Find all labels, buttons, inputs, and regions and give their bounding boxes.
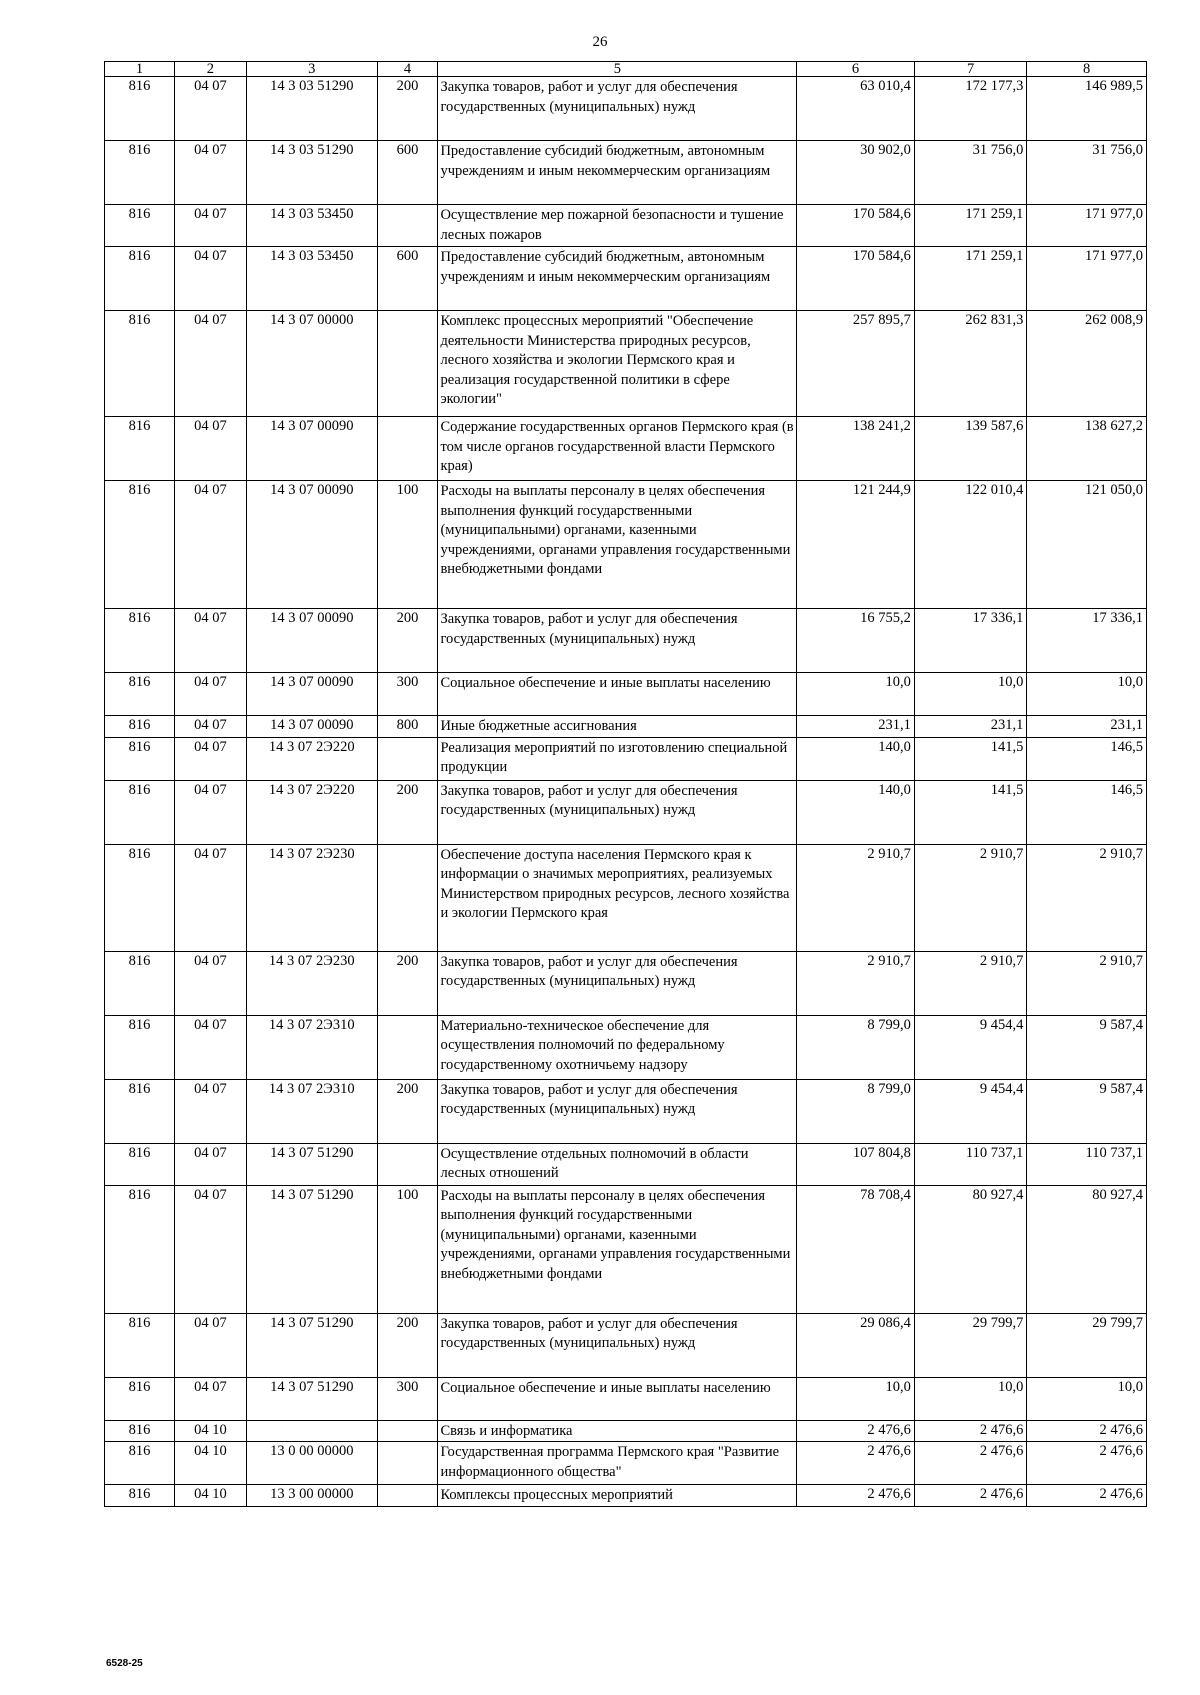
table-row [105, 481, 1147, 609]
target-article-cell: 14 3 03 53450 [246, 247, 377, 311]
amount-year2-cell: 171 259,1 [914, 247, 1027, 311]
amount-year2-cell: 10,0 [914, 1377, 1027, 1420]
expense-type-cell: 600 [377, 141, 438, 205]
table-row [105, 247, 1147, 311]
amount-year3-cell: 2 910,7 [1027, 951, 1147, 1015]
section-code-cell: 04 07 [174, 951, 246, 1015]
ministry-code-cell: 816 [105, 716, 175, 738]
ministry-code-cell: 816 [105, 77, 175, 141]
target-article-cell: 14 3 07 2Э310 [246, 1079, 377, 1143]
section-code-cell: 04 07 [174, 481, 246, 609]
amount-year1-cell: 170 584,6 [797, 247, 915, 311]
column-header: 3 [246, 62, 377, 77]
section-code-cell: 04 07 [174, 1185, 246, 1313]
section-code-cell: 04 10 [174, 1420, 246, 1442]
description-cell: Реализация мероприятий по изготовлению специальной продукции [438, 737, 797, 780]
table-row [105, 844, 1147, 951]
table-row [105, 951, 1147, 1015]
expense-type-cell: 600 [377, 247, 438, 311]
expense-type-cell [377, 737, 438, 780]
description-cell: Обеспечение доступа населения Пермского края к информации о значимых мероприятиях, реализуемых Министерством природных ресурсов, лесного хозяйства и экологии Пермского края [438, 844, 797, 951]
amount-year2-cell: 262 831,3 [914, 311, 1027, 417]
amount-year2-cell: 141,5 [914, 737, 1027, 780]
ministry-code-cell: 816 [105, 1485, 175, 1507]
ministry-code-cell: 816 [105, 951, 175, 1015]
section-code-cell: 04 07 [174, 417, 246, 481]
table-row [105, 609, 1147, 673]
description-cell: Предоставление субсидий бюджетным, автономным учреждениям и иным некоммерческим организациям [438, 141, 797, 205]
expense-type-cell [377, 417, 438, 481]
expense-type-cell: 200 [377, 951, 438, 1015]
ministry-code-cell: 816 [105, 1185, 175, 1313]
amount-year3-cell: 121 050,0 [1027, 481, 1147, 609]
description-cell: Комплекс процессных мероприятий "Обеспечение деятельности Министерства природных ресурсов, лесного хозяйства и экологии Пермского края и реализация государственной политики в сфере экологии" [438, 311, 797, 417]
expense-type-cell [377, 1015, 438, 1079]
target-article-cell: 14 3 07 51290 [246, 1143, 377, 1185]
description-cell: Связь и информатика [438, 1420, 797, 1442]
amount-year1-cell: 140,0 [797, 780, 915, 844]
amount-year3-cell: 146 989,5 [1027, 77, 1147, 141]
amount-year1-cell: 78 708,4 [797, 1185, 915, 1313]
amount-year1-cell: 121 244,9 [797, 481, 915, 609]
section-code-cell: 04 07 [174, 1313, 246, 1377]
ministry-code-cell: 816 [105, 1015, 175, 1079]
amount-year1-cell: 8 799,0 [797, 1015, 915, 1079]
column-header: 4 [377, 62, 438, 77]
target-article-cell: 14 3 07 00090 [246, 673, 377, 716]
description-cell: Социальное обеспечение и иные выплаты населению [438, 1377, 797, 1420]
section-code-cell: 04 07 [174, 609, 246, 673]
amount-year3-cell: 171 977,0 [1027, 205, 1147, 247]
description-cell: Закупка товаров, работ и услуг для обеспечения государственных (муниципальных) нужд [438, 1079, 797, 1143]
target-article-cell: 14 3 07 2Э230 [246, 951, 377, 1015]
amount-year2-cell: 141,5 [914, 780, 1027, 844]
table-row [105, 1079, 1147, 1143]
target-article-cell: 14 3 07 00090 [246, 716, 377, 738]
amount-year1-cell: 107 804,8 [797, 1143, 915, 1185]
column-header: 8 [1027, 62, 1147, 77]
section-code-cell: 04 07 [174, 780, 246, 844]
amount-year3-cell: 10,0 [1027, 1377, 1147, 1420]
amount-year2-cell: 31 756,0 [914, 141, 1027, 205]
section-code-cell: 04 07 [174, 1143, 246, 1185]
amount-year1-cell: 2 476,6 [797, 1442, 915, 1485]
section-code-cell: 04 07 [174, 673, 246, 716]
expense-type-cell: 200 [377, 609, 438, 673]
amount-year2-cell: 2 476,6 [914, 1420, 1027, 1442]
expense-type-cell [377, 844, 438, 951]
amount-year1-cell: 140,0 [797, 737, 915, 780]
amount-year3-cell: 80 927,4 [1027, 1185, 1147, 1313]
description-cell: Закупка товаров, работ и услуг для обеспечения государственных (муниципальных) нужд [438, 951, 797, 1015]
description-cell: Содержание государственных органов Пермского края (в том числе органов государственной власти Пермского края) [438, 417, 797, 481]
amount-year3-cell: 2 910,7 [1027, 844, 1147, 951]
document-code: 6528-25 [106, 1658, 143, 1669]
target-article-cell: 14 3 07 51290 [246, 1377, 377, 1420]
target-article-cell: 14 3 07 00090 [246, 481, 377, 609]
target-article-cell: 14 3 03 51290 [246, 141, 377, 205]
amount-year2-cell: 29 799,7 [914, 1313, 1027, 1377]
amount-year1-cell: 2 910,7 [797, 951, 915, 1015]
column-header: 7 [914, 62, 1027, 77]
expense-type-cell [377, 1485, 438, 1507]
description-cell: Предоставление субсидий бюджетным, автономным учреждениям и иным некоммерческим организациям [438, 247, 797, 311]
ministry-code-cell: 816 [105, 481, 175, 609]
amount-year2-cell: 2 476,6 [914, 1442, 1027, 1485]
expense-type-cell: 100 [377, 481, 438, 609]
table-row [105, 673, 1147, 716]
amount-year3-cell: 2 476,6 [1027, 1442, 1147, 1485]
amount-year1-cell: 16 755,2 [797, 609, 915, 673]
target-article-cell: 14 3 07 00090 [246, 609, 377, 673]
description-cell: Расходы на выплаты персоналу в целях обеспечения выполнения функций государственными (муниципальными) органами, казенными учреждениями, органами управления государственными внебюджетными фондами [438, 1185, 797, 1313]
expense-type-cell: 200 [377, 77, 438, 141]
description-cell: Социальное обеспечение и иные выплаты населению [438, 673, 797, 716]
budget-table [104, 61, 1147, 1507]
section-code-cell: 04 07 [174, 247, 246, 311]
table-row [105, 1377, 1147, 1420]
amount-year2-cell: 122 010,4 [914, 481, 1027, 609]
table-row [105, 1143, 1147, 1185]
section-code-cell: 04 07 [174, 141, 246, 205]
section-code-cell: 04 07 [174, 205, 246, 247]
amount-year1-cell: 63 010,4 [797, 77, 915, 141]
expense-type-cell [377, 1143, 438, 1185]
description-cell: Закупка товаров, работ и услуг для обеспечения государственных (муниципальных) нужд [438, 609, 797, 673]
table-row [105, 1442, 1147, 1485]
ministry-code-cell: 816 [105, 205, 175, 247]
column-header: 1 [105, 62, 175, 77]
section-code-cell: 04 10 [174, 1485, 246, 1507]
amount-year1-cell: 30 902,0 [797, 141, 915, 205]
description-cell: Закупка товаров, работ и услуг для обеспечения государственных (муниципальных) нужд [438, 780, 797, 844]
amount-year2-cell: 110 737,1 [914, 1143, 1027, 1185]
table-row [105, 737, 1147, 780]
amount-year1-cell: 170 584,6 [797, 205, 915, 247]
amount-year1-cell: 29 086,4 [797, 1313, 915, 1377]
ministry-code-cell: 816 [105, 311, 175, 417]
amount-year2-cell: 231,1 [914, 716, 1027, 738]
amount-year2-cell: 172 177,3 [914, 77, 1027, 141]
amount-year2-cell: 10,0 [914, 673, 1027, 716]
table-row [105, 716, 1147, 738]
expense-type-cell: 200 [377, 1313, 438, 1377]
expense-type-cell: 800 [377, 716, 438, 738]
section-code-cell: 04 07 [174, 77, 246, 141]
table-row [105, 1420, 1147, 1442]
description-cell: Материально-техническое обеспечение для осуществления полномочий по федеральному государственному охотничьему надзору [438, 1015, 797, 1079]
description-cell: Осуществление отдельных полномочий в области лесных отношений [438, 1143, 797, 1185]
column-header: 2 [174, 62, 246, 77]
target-article-cell: 14 3 03 53450 [246, 205, 377, 247]
amount-year2-cell: 2 476,6 [914, 1485, 1027, 1507]
target-article-cell: 14 3 03 51290 [246, 77, 377, 141]
target-article-cell: 14 3 07 2Э310 [246, 1015, 377, 1079]
amount-year2-cell: 9 454,4 [914, 1079, 1027, 1143]
amount-year1-cell: 2 476,6 [797, 1485, 915, 1507]
column-header: 6 [797, 62, 915, 77]
amount-year3-cell: 9 587,4 [1027, 1015, 1147, 1079]
amount-year2-cell: 80 927,4 [914, 1185, 1027, 1313]
amount-year3-cell: 231,1 [1027, 716, 1147, 738]
amount-year3-cell: 146,5 [1027, 780, 1147, 844]
ministry-code-cell: 816 [105, 1377, 175, 1420]
ministry-code-cell: 816 [105, 1313, 175, 1377]
section-code-cell: 04 10 [174, 1442, 246, 1485]
amount-year3-cell: 10,0 [1027, 673, 1147, 716]
ministry-code-cell: 816 [105, 1442, 175, 1485]
target-article-cell: 14 3 07 2Э230 [246, 844, 377, 951]
expense-type-cell: 200 [377, 780, 438, 844]
amount-year3-cell: 171 977,0 [1027, 247, 1147, 311]
ministry-code-cell: 816 [105, 1079, 175, 1143]
amount-year1-cell: 2 476,6 [797, 1420, 915, 1442]
section-code-cell: 04 07 [174, 1015, 246, 1079]
target-article-cell: 14 3 07 00000 [246, 311, 377, 417]
amount-year1-cell: 138 241,2 [797, 417, 915, 481]
table-row [105, 205, 1147, 247]
amount-year3-cell: 2 476,6 [1027, 1420, 1147, 1442]
amount-year3-cell: 110 737,1 [1027, 1143, 1147, 1185]
description-cell: Комплексы процессных мероприятий [438, 1485, 797, 1507]
page-number: 26 [592, 34, 608, 50]
amount-year1-cell: 2 910,7 [797, 844, 915, 951]
expense-type-cell: 100 [377, 1185, 438, 1313]
amount-year3-cell: 262 008,9 [1027, 311, 1147, 417]
section-code-cell: 04 07 [174, 311, 246, 417]
amount-year2-cell: 2 910,7 [914, 844, 1027, 951]
target-article-cell: 13 3 00 00000 [246, 1485, 377, 1507]
amount-year2-cell: 139 587,6 [914, 417, 1027, 481]
table-row [105, 780, 1147, 844]
amount-year1-cell: 257 895,7 [797, 311, 915, 417]
table-row [105, 1015, 1147, 1079]
expense-type-cell: 200 [377, 1079, 438, 1143]
amount-year1-cell: 10,0 [797, 673, 915, 716]
ministry-code-cell: 816 [105, 609, 175, 673]
expense-type-cell [377, 1442, 438, 1485]
table-header-row [105, 62, 1147, 77]
description-cell: Осуществление мер пожарной безопасности и тушение лесных пожаров [438, 205, 797, 247]
expense-type-cell [377, 1420, 438, 1442]
amount-year2-cell: 9 454,4 [914, 1015, 1027, 1079]
expense-type-cell [377, 311, 438, 417]
expense-type-cell: 300 [377, 673, 438, 716]
column-header: 5 [438, 62, 797, 77]
ministry-code-cell: 816 [105, 1420, 175, 1442]
ministry-code-cell: 816 [105, 141, 175, 205]
ministry-code-cell: 816 [105, 737, 175, 780]
amount-year2-cell: 17 336,1 [914, 609, 1027, 673]
description-cell: Иные бюджетные ассигнования [438, 716, 797, 738]
ministry-code-cell: 816 [105, 1143, 175, 1185]
amount-year3-cell: 9 587,4 [1027, 1079, 1147, 1143]
table-row [105, 1185, 1147, 1313]
section-code-cell: 04 07 [174, 1079, 246, 1143]
ministry-code-cell: 816 [105, 417, 175, 481]
section-code-cell: 04 07 [174, 1377, 246, 1420]
expense-type-cell: 300 [377, 1377, 438, 1420]
description-cell: Государственная программа Пермского края "Развитие информационного общества" [438, 1442, 797, 1485]
table-body [105, 77, 1147, 1507]
table-row [105, 311, 1147, 417]
section-code-cell: 04 07 [174, 716, 246, 738]
table-row [105, 77, 1147, 141]
amount-year3-cell: 17 336,1 [1027, 609, 1147, 673]
target-article-cell [246, 1420, 377, 1442]
ministry-code-cell: 816 [105, 844, 175, 951]
section-code-cell: 04 07 [174, 844, 246, 951]
target-article-cell: 14 3 07 51290 [246, 1313, 377, 1377]
target-article-cell: 14 3 07 00090 [246, 417, 377, 481]
table-row [105, 1313, 1147, 1377]
expense-type-cell [377, 205, 438, 247]
description-cell: Расходы на выплаты персоналу в целях обеспечения выполнения функций государственными (муниципальными) органами, казенными учреждениями, органами управления государственными внебюджетными фондами [438, 481, 797, 609]
target-article-cell: 13 0 00 00000 [246, 1442, 377, 1485]
table-row [105, 141, 1147, 205]
ministry-code-cell: 816 [105, 673, 175, 716]
amount-year2-cell: 171 259,1 [914, 205, 1027, 247]
ministry-code-cell: 816 [105, 247, 175, 311]
target-article-cell: 14 3 07 51290 [246, 1185, 377, 1313]
description-cell: Закупка товаров, работ и услуг для обеспечения государственных (муниципальных) нужд [438, 1313, 797, 1377]
section-code-cell: 04 07 [174, 737, 246, 780]
target-article-cell: 14 3 07 2Э220 [246, 780, 377, 844]
amount-year1-cell: 8 799,0 [797, 1079, 915, 1143]
amount-year3-cell: 2 476,6 [1027, 1485, 1147, 1507]
amount-year3-cell: 29 799,7 [1027, 1313, 1147, 1377]
description-cell: Закупка товаров, работ и услуг для обеспечения государственных (муниципальных) нужд [438, 77, 797, 141]
ministry-code-cell: 816 [105, 780, 175, 844]
amount-year2-cell: 2 910,7 [914, 951, 1027, 1015]
table-row [105, 1485, 1147, 1507]
amount-year1-cell: 231,1 [797, 716, 915, 738]
amount-year1-cell: 10,0 [797, 1377, 915, 1420]
amount-year3-cell: 146,5 [1027, 737, 1147, 780]
target-article-cell: 14 3 07 2Э220 [246, 737, 377, 780]
amount-year3-cell: 138 627,2 [1027, 417, 1147, 481]
amount-year3-cell: 31 756,0 [1027, 141, 1147, 205]
table-row [105, 417, 1147, 481]
